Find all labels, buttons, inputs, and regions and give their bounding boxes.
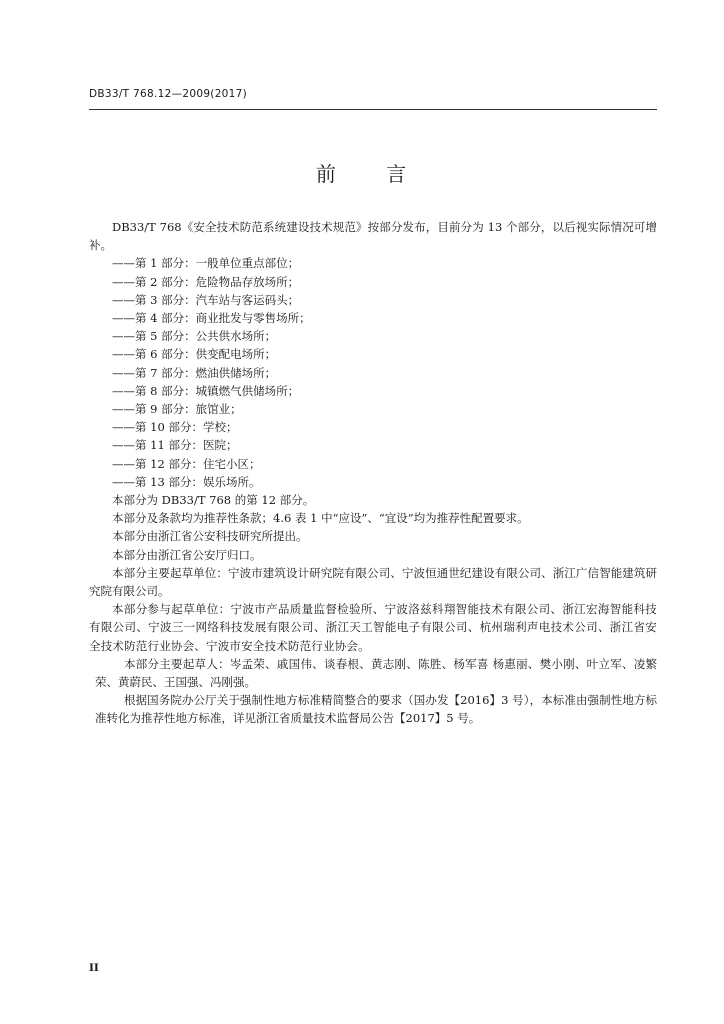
- part-list-item: ——第 1 部分：一般单位重点部位；: [112, 256, 300, 271]
- part-list-item: ——第 13 部分：娱乐场所。: [112, 474, 261, 489]
- paragraph-part-number: 本部分为 DB33/T 768 的第 12 部分。: [112, 493, 315, 508]
- paragraph-centralized-by: 本部分由浙江省公安厅归口。: [112, 547, 262, 562]
- part-list-item: ——第 9 部分：旅馆业；: [112, 402, 242, 417]
- section-title: 前 言: [315, 162, 409, 186]
- paragraph-recommended-clauses: 本部分及条款均为推荐性条款；4.6 表 1 中“应设”、“宜设”均为推荐性配置要求。: [112, 511, 529, 526]
- part-list-item: ——第 6 部分：供变配电场所；: [112, 347, 277, 362]
- part-list-item: ——第 10 部分：学校；: [112, 420, 238, 435]
- paragraph-proposed-by: 本部分由浙江省公安科技研究所提出。: [112, 529, 308, 544]
- header-rule: [89, 109, 657, 110]
- paragraph-drafters: 本部分主要起草人：岑孟荣、戚国伟、谈春根、黄志刚、陈胜、杨军喜 杨惠丽、樊小刚、叶立军、凌繁荣、黄蔚民、王国强、冯刚强。: [95, 656, 657, 690]
- part-list-item: ——第 2 部分：危险物品存放场所；: [112, 274, 300, 289]
- paragraph-drafting-units: 本部分主要起草单位：宁波市建筑设计研究院有限公司、宁波恒通世纪建设有限公司、浙江广信智能建筑研究院有限公司。: [89, 565, 657, 599]
- part-list-item: ——第 3 部分：汽车站与客运码头；: [112, 292, 300, 307]
- paragraph-conversion-note: 根据国务院办公厅关于强制性地方标准精简整合的要求（国办发【2016】3 号），本标准由强制性地方标准转化为推荐性地方标准，详见浙江省质量技术监督局公告【2017】5 号。: [95, 693, 657, 726]
- part-list-item: ——第 5 部分：公共供水场所；: [112, 329, 277, 344]
- part-list-item: ——第 12 部分：住宅小区；: [112, 456, 261, 471]
- paragraph-participating-units: 本部分参与起草单位：宁波市产品质量监督检验所、宁波洛兹科翔智能技术有限公司、浙江宏海智能科技有限公司、宁波三一网络科技发展有限公司、浙江天工智能电子有限公司、杭州瑞利声电技术公司、浙江省安全技术防范行业协会、宁波市安全技术防范行业协会。: [89, 602, 657, 653]
- part-list-item: ——第 7 部分：燃油供储场所；: [112, 365, 277, 380]
- part-list-item: ——第 4 部分：商业批发与零售场所；: [112, 311, 311, 326]
- part-list-item: ——第 11 部分：医院；: [112, 438, 238, 453]
- foreword-body: [89, 218, 657, 728]
- standard-id: DB33/T 768.12—2009(2017): [89, 88, 248, 100]
- intro-paragraph: DB33/T 768《安全技术防范系统建设技术规范》按部分发布，目前分为 13 个部分，以后视实际情况可增补。: [89, 220, 657, 253]
- part-list-item: ——第 8 部分：城镇燃气供储场所；: [112, 383, 300, 398]
- page-number: II: [89, 962, 99, 974]
